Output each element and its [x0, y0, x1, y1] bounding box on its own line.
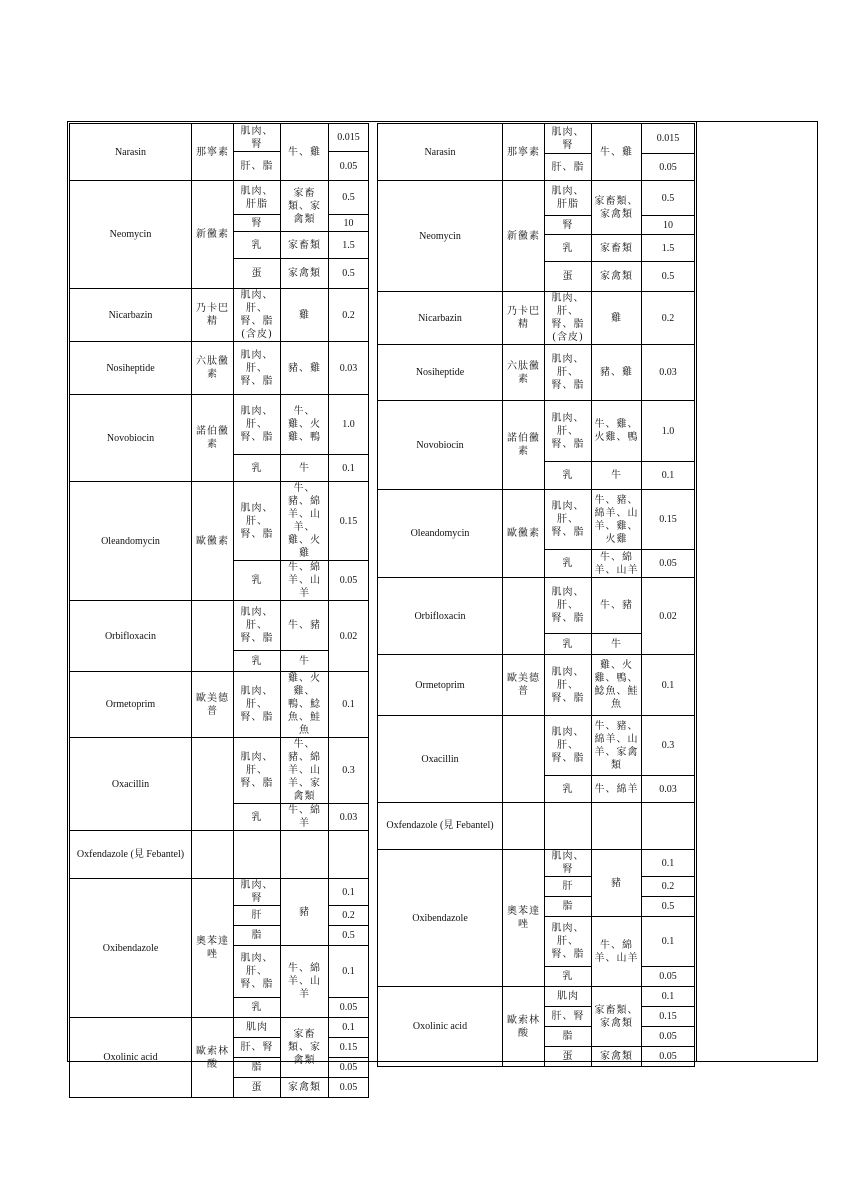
tissue: 肌肉、腎 [234, 879, 281, 906]
species: 家畜類 [592, 235, 642, 262]
empty-cell [329, 831, 369, 879]
tissue: 肌肉、腎 [545, 850, 592, 877]
drug-name-zh [192, 738, 234, 831]
tissue: 肌肉 [234, 1018, 281, 1038]
tissue: 肌肉、肝、腎、脂(含皮) [234, 289, 281, 342]
table-row [70, 601, 369, 651]
drug-name: Nosiheptide [378, 345, 503, 401]
drug-name: Narasin [378, 124, 503, 181]
drug-name: Neomycin [70, 181, 192, 289]
tissue: 乳 [234, 651, 281, 672]
mrl-value: 0.1 [642, 850, 695, 877]
table-row [70, 124, 369, 152]
tissue: 肌肉、肝、腎、脂 [545, 917, 592, 967]
tissue: 肌肉、肝、腎、脂 [234, 395, 281, 455]
species: 家禽類 [592, 262, 642, 292]
mrl-value: 0.5 [642, 262, 695, 292]
mrl-value: 0.2 [642, 877, 695, 897]
table-row [70, 395, 369, 455]
mrl-value: 0.05 [329, 561, 369, 601]
tissue: 乳 [545, 634, 592, 655]
table-row [378, 803, 695, 850]
tissue: 脂 [234, 926, 281, 946]
tissue: 肌肉、肝、腎、脂 [545, 655, 592, 716]
mrl-value: 10 [642, 216, 695, 235]
tissue: 肌肉、肝、腎、脂 [234, 946, 281, 998]
mrl-value: 0.05 [642, 967, 695, 987]
drug-name-zh: 歐索林酸 [192, 1018, 234, 1098]
drug-name-zh [192, 601, 234, 672]
species: 家畜類、家禽類 [592, 987, 642, 1047]
table-row [70, 831, 369, 879]
drug-name: Oleandomycin [378, 490, 503, 578]
tissue: 脂 [545, 1027, 592, 1047]
drug-name: Oxfendazole (見 Febantel) [378, 803, 503, 850]
tissue: 肌肉、肝、腎、脂 [545, 345, 592, 401]
mrl-value: 0.15 [642, 1007, 695, 1027]
drug-name-zh: 歐索林酸 [503, 987, 545, 1067]
mrl-value: 10 [329, 215, 369, 232]
mrl-table-left [69, 123, 369, 1098]
mrl-value: 0.05 [329, 1058, 369, 1078]
mrl-value: 0.015 [329, 124, 369, 152]
drug-name: Orbifloxacin [378, 578, 503, 655]
tissue: 肝 [545, 877, 592, 897]
species: 雞 [592, 292, 642, 345]
species: 家畜類 [281, 232, 329, 259]
table-row [70, 482, 369, 561]
drug-name-zh: 諾伯黴素 [503, 401, 545, 490]
mrl-table-right [377, 123, 695, 1067]
tissue: 肝、脂 [234, 152, 281, 181]
drug-name: Novobiocin [378, 401, 503, 490]
tissue: 肌肉、腎 [545, 124, 592, 154]
table-row [378, 850, 695, 877]
drug-name-zh: 那寧素 [192, 124, 234, 181]
mrl-value: 0.05 [642, 1047, 695, 1067]
mrl-value: 0.02 [642, 578, 695, 655]
drug-name: Oxfendazole (見 Febantel) [70, 831, 192, 879]
tissue: 肌肉、肝、腎、脂(含皮) [545, 292, 592, 345]
mrl-value: 0.2 [329, 906, 369, 926]
table-row [70, 342, 369, 395]
tissue: 乳 [545, 550, 592, 578]
drug-name: Oxibendazole [378, 850, 503, 987]
tissue: 肌肉 [545, 987, 592, 1007]
species: 家畜類、家禽類 [281, 181, 329, 232]
mrl-value: 0.1 [329, 455, 369, 482]
tissue: 乳 [545, 967, 592, 987]
drug-name-zh: 歐黴素 [503, 490, 545, 578]
species: 牛、綿羊 [592, 776, 642, 803]
table-row [70, 289, 369, 342]
tissue: 蛋 [545, 1047, 592, 1067]
tissue: 肌肉、肝、腎、脂 [234, 672, 281, 738]
mrl-value: 0.05 [642, 1027, 695, 1047]
species: 豬、雞 [281, 342, 329, 395]
mrl-value: 0.03 [329, 804, 369, 831]
species: 家禽類 [592, 1047, 642, 1067]
tissue: 乳 [234, 804, 281, 831]
tissue: 肌肉、肝、腎、脂 [234, 601, 281, 651]
table-row [378, 578, 695, 634]
tissue: 肌肉、肝脂 [234, 181, 281, 215]
mrl-value: 0.2 [329, 289, 369, 342]
drug-name: Ormetoprim [70, 672, 192, 738]
tissue: 脂 [234, 1058, 281, 1078]
right-margin-divider [696, 121, 697, 1062]
drug-name-zh: 六肽黴素 [192, 342, 234, 395]
drug-name-zh: 奧苯達唑 [503, 850, 545, 987]
tissue: 肝、脂 [545, 154, 592, 181]
species: 牛、豬、綿羊、山羊、雞、火雞 [592, 490, 642, 550]
tissue: 肌肉、肝、腎、脂 [545, 401, 592, 462]
species: 家畜類、家禽類 [592, 181, 642, 235]
mrl-value: 0.15 [329, 482, 369, 561]
drug-name: Narasin [70, 124, 192, 181]
drug-name-zh: 新黴素 [192, 181, 234, 289]
mrl-value: 0.3 [642, 716, 695, 776]
species: 豬 [592, 850, 642, 917]
mrl-value: 0.05 [642, 154, 695, 181]
mrl-value: 0.2 [642, 292, 695, 345]
mrl-value: 0.03 [642, 345, 695, 401]
tissue: 肌肉、肝、腎、脂 [545, 716, 592, 776]
mrl-value: 0.05 [329, 152, 369, 181]
drug-name: Oxolinic acid [378, 987, 503, 1067]
table-row [378, 490, 695, 550]
tissue: 肌肉、肝、腎、脂 [545, 578, 592, 634]
mrl-value: 0.15 [329, 1038, 369, 1058]
tissue: 乳 [234, 232, 281, 259]
species: 牛、豬 [281, 601, 329, 651]
mrl-value: 0.1 [329, 672, 369, 738]
mrl-value: 1.0 [642, 401, 695, 462]
table-row [378, 716, 695, 776]
species: 牛、綿羊、山羊 [592, 550, 642, 578]
drug-name-zh: 諾伯黴素 [192, 395, 234, 482]
drug-name-zh: 六肽黴素 [503, 345, 545, 401]
species: 家畜類、家禽類 [281, 1018, 329, 1078]
species: 牛、綿羊、山羊 [592, 917, 642, 987]
species: 牛、豬、綿羊、山羊、家禽類 [592, 716, 642, 776]
tissue: 乳 [234, 561, 281, 601]
tissue: 肝、腎 [545, 1007, 592, 1027]
table-row [378, 292, 695, 345]
drug-name: Ormetoprim [378, 655, 503, 716]
species: 家禽類 [281, 259, 329, 289]
mrl-value: 1.5 [329, 232, 369, 259]
mrl-value: 0.1 [642, 987, 695, 1007]
drug-name-zh: 歐黴素 [192, 482, 234, 601]
mrl-value: 0.03 [642, 776, 695, 803]
drug-name: Oxibendazole [70, 879, 192, 1018]
species: 牛、雞、火雞、鴨 [281, 395, 329, 455]
mrl-value: 0.5 [329, 926, 369, 946]
mrl-value: 0.5 [642, 181, 695, 216]
tissue: 肌肉、肝、腎、脂 [545, 490, 592, 550]
tissue: 肝 [234, 906, 281, 926]
tissue: 乳 [234, 455, 281, 482]
tissue: 脂 [545, 897, 592, 917]
species: 牛、綿羊、山羊 [281, 946, 329, 1018]
mrl-value: 1.5 [642, 235, 695, 262]
drug-name: Neomycin [378, 181, 503, 292]
species: 雞 [281, 289, 329, 342]
mrl-value: 0.1 [642, 917, 695, 967]
drug-name-zh: 新黴素 [503, 181, 545, 292]
species: 牛、綿羊、山羊 [281, 561, 329, 601]
table-row [70, 181, 369, 215]
table-row [70, 738, 369, 804]
empty-cell [503, 803, 545, 850]
table-row [378, 401, 695, 462]
mrl-value: 0.5 [329, 259, 369, 289]
drug-name-zh: 歐美德普 [192, 672, 234, 738]
species: 牛、豬 [592, 578, 642, 634]
empty-cell [592, 803, 642, 850]
mrl-value: 0.1 [642, 462, 695, 490]
drug-name-zh: 歐美德普 [503, 655, 545, 716]
table-row [378, 124, 695, 154]
tissue: 肝、腎 [234, 1038, 281, 1058]
empty-cell [192, 831, 234, 879]
table-row [70, 1018, 369, 1038]
drug-name: Nicarbazin [378, 292, 503, 345]
species: 牛、豬、綿羊、山羊、雞、火雞 [281, 482, 329, 561]
tissue: 乳 [545, 235, 592, 262]
drug-name: Orbifloxacin [70, 601, 192, 672]
tissue: 肌肉、肝脂 [545, 181, 592, 216]
drug-name-zh: 奧苯達唑 [192, 879, 234, 1018]
species: 牛 [592, 634, 642, 655]
species: 豬、雞 [592, 345, 642, 401]
mrl-value: 0.1 [329, 946, 369, 998]
mrl-value: 0.05 [642, 550, 695, 578]
species: 牛、雞、火雞、鴨 [592, 401, 642, 462]
table-row [378, 987, 695, 1007]
tissue: 腎 [545, 216, 592, 235]
mrl-value: 0.5 [329, 181, 369, 215]
drug-name-zh: 那寧素 [503, 124, 545, 181]
table-row [378, 655, 695, 716]
empty-cell [545, 803, 592, 850]
drug-name-zh: 乃卡巴精 [192, 289, 234, 342]
mrl-value: 0.02 [329, 601, 369, 672]
tissue: 乳 [545, 776, 592, 803]
mrl-value: 0.015 [642, 124, 695, 154]
mrl-value: 0.05 [329, 1078, 369, 1098]
empty-cell [281, 831, 329, 879]
mrl-value: 0.1 [329, 879, 369, 906]
species: 牛、雞 [592, 124, 642, 181]
species: 牛 [281, 651, 329, 672]
tissue: 腎 [234, 215, 281, 232]
tissue: 乳 [545, 462, 592, 490]
tissue: 肌肉、肝、腎、脂 [234, 482, 281, 561]
tissue: 蛋 [545, 262, 592, 292]
tissue: 蛋 [234, 1078, 281, 1098]
tissue: 蛋 [234, 259, 281, 289]
drug-name: Nosiheptide [70, 342, 192, 395]
species: 雞、火雞、鴨、鯰魚、鮭魚 [592, 655, 642, 716]
table-row [70, 672, 369, 738]
species: 牛 [281, 455, 329, 482]
species: 家禽類 [281, 1078, 329, 1098]
table-row [70, 879, 369, 906]
empty-cell [642, 803, 695, 850]
mrl-value: 0.15 [642, 490, 695, 550]
drug-name: Oxacillin [70, 738, 192, 831]
tissue: 乳 [234, 998, 281, 1018]
drug-name-zh [503, 578, 545, 655]
drug-name: Novobiocin [70, 395, 192, 482]
mrl-value: 0.1 [329, 1018, 369, 1038]
mrl-value: 0.3 [329, 738, 369, 804]
drug-name: Oxolinic acid [70, 1018, 192, 1098]
species: 豬 [281, 879, 329, 946]
species: 雞、火雞、鴨、鯰魚、鮭魚 [281, 672, 329, 738]
mrl-value: 0.03 [329, 342, 369, 395]
species: 牛、豬、綿羊、山羊、家禽類 [281, 738, 329, 804]
mrl-value: 0.1 [642, 655, 695, 716]
tissue: 肌肉、腎 [234, 124, 281, 152]
species: 牛 [592, 462, 642, 490]
table-row [378, 345, 695, 401]
table-row [378, 181, 695, 216]
mrl-value: 1.0 [329, 395, 369, 455]
species: 牛、綿羊 [281, 804, 329, 831]
drug-name: Nicarbazin [70, 289, 192, 342]
drug-name-zh [503, 716, 545, 803]
drug-name-zh: 乃卡巴精 [503, 292, 545, 345]
mrl-value: 0.05 [329, 998, 369, 1018]
species: 牛、雞 [281, 124, 329, 181]
tissue: 肌肉、肝、腎、脂 [234, 342, 281, 395]
drug-name: Oxacillin [378, 716, 503, 803]
mrl-value: 0.5 [642, 897, 695, 917]
tissue: 肌肉、肝、腎、脂 [234, 738, 281, 804]
empty-cell [234, 831, 281, 879]
drug-name: Oleandomycin [70, 482, 192, 601]
